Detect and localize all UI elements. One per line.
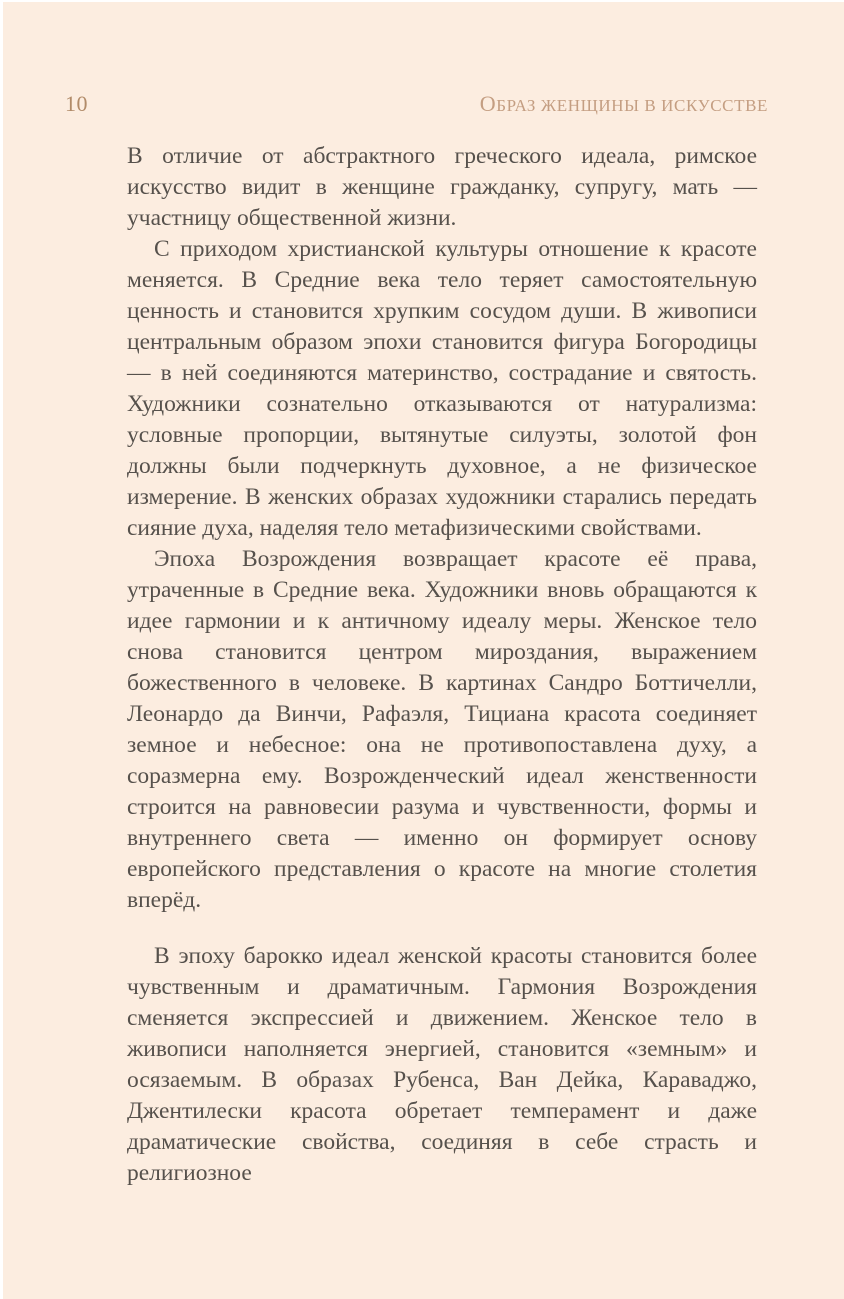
body-paragraph: С приходом христианской культуры отношение к красоте меняется. В Средние века тело теряет самостоятельную ценность и становится хрупким сосудом души. В живописи центральным образом эпохи становится фигура Богородицы — в ней соединяются материнство, сострадание и святость. Художники сознательно отказываются от натурализма: условные пропорции, вытянутые силуэты, золотой фон должны были подчеркнуть духовное, а не физическое измерение. В женских образах художники старались передать сияние духа, наделяя тело метафизическими свойствами. bbox=[127, 236, 757, 541]
page-body-text bbox=[127, 141, 757, 1189]
window-edge-top bbox=[0, 0, 844, 2]
window-edge-left bbox=[0, 0, 3, 1299]
page-number: 10 bbox=[65, 91, 88, 116]
body-paragraph: Эпоха Возрождения возвращает красоте её права, утраченные в Средние века. Художники вновь обращаются к идее гармонии и к античному идеалу меры. Женское тело снова становится центром мироздания, выражением божественного в человеке. В картинах Сандро Боттичелли, Леонардо да Винчи, Рафаэля, Тициана красота соединяет земное и небесное: она не противопоставлена духу, а соразмерна ему. Возрожденческий идеал женственности строится на равновесии разума и чувственности, формы и внутреннего света — именно он формирует основу европейского представления о красоте на многие столетия вперёд. bbox=[127, 546, 757, 913]
body-paragraph: В отличие от абстрактного греческого идеала, римское искусство видит в женщине гражданку, супругу, мать — участницу общественной жизни. bbox=[127, 143, 757, 231]
body-paragraph: В эпоху барокко идеал женской красоты становится более чувственным и драматичным. Гармония Возрождения сменяется экспрессией и движением. Женское тело в живописи наполняется энергией, становится «земным» и осязаемым. В образах Рубенса, Ван Дейка, Караваджо, Джентилески красота обретает темперамент и даже драматические свойства, соединяя в себе страсть и религиозное bbox=[127, 943, 757, 1186]
page-header bbox=[65, 91, 768, 117]
running-head-title: ОБРАЗ ЖЕНЩИНЫ В ИСКУССТВЕ bbox=[479, 91, 768, 116]
